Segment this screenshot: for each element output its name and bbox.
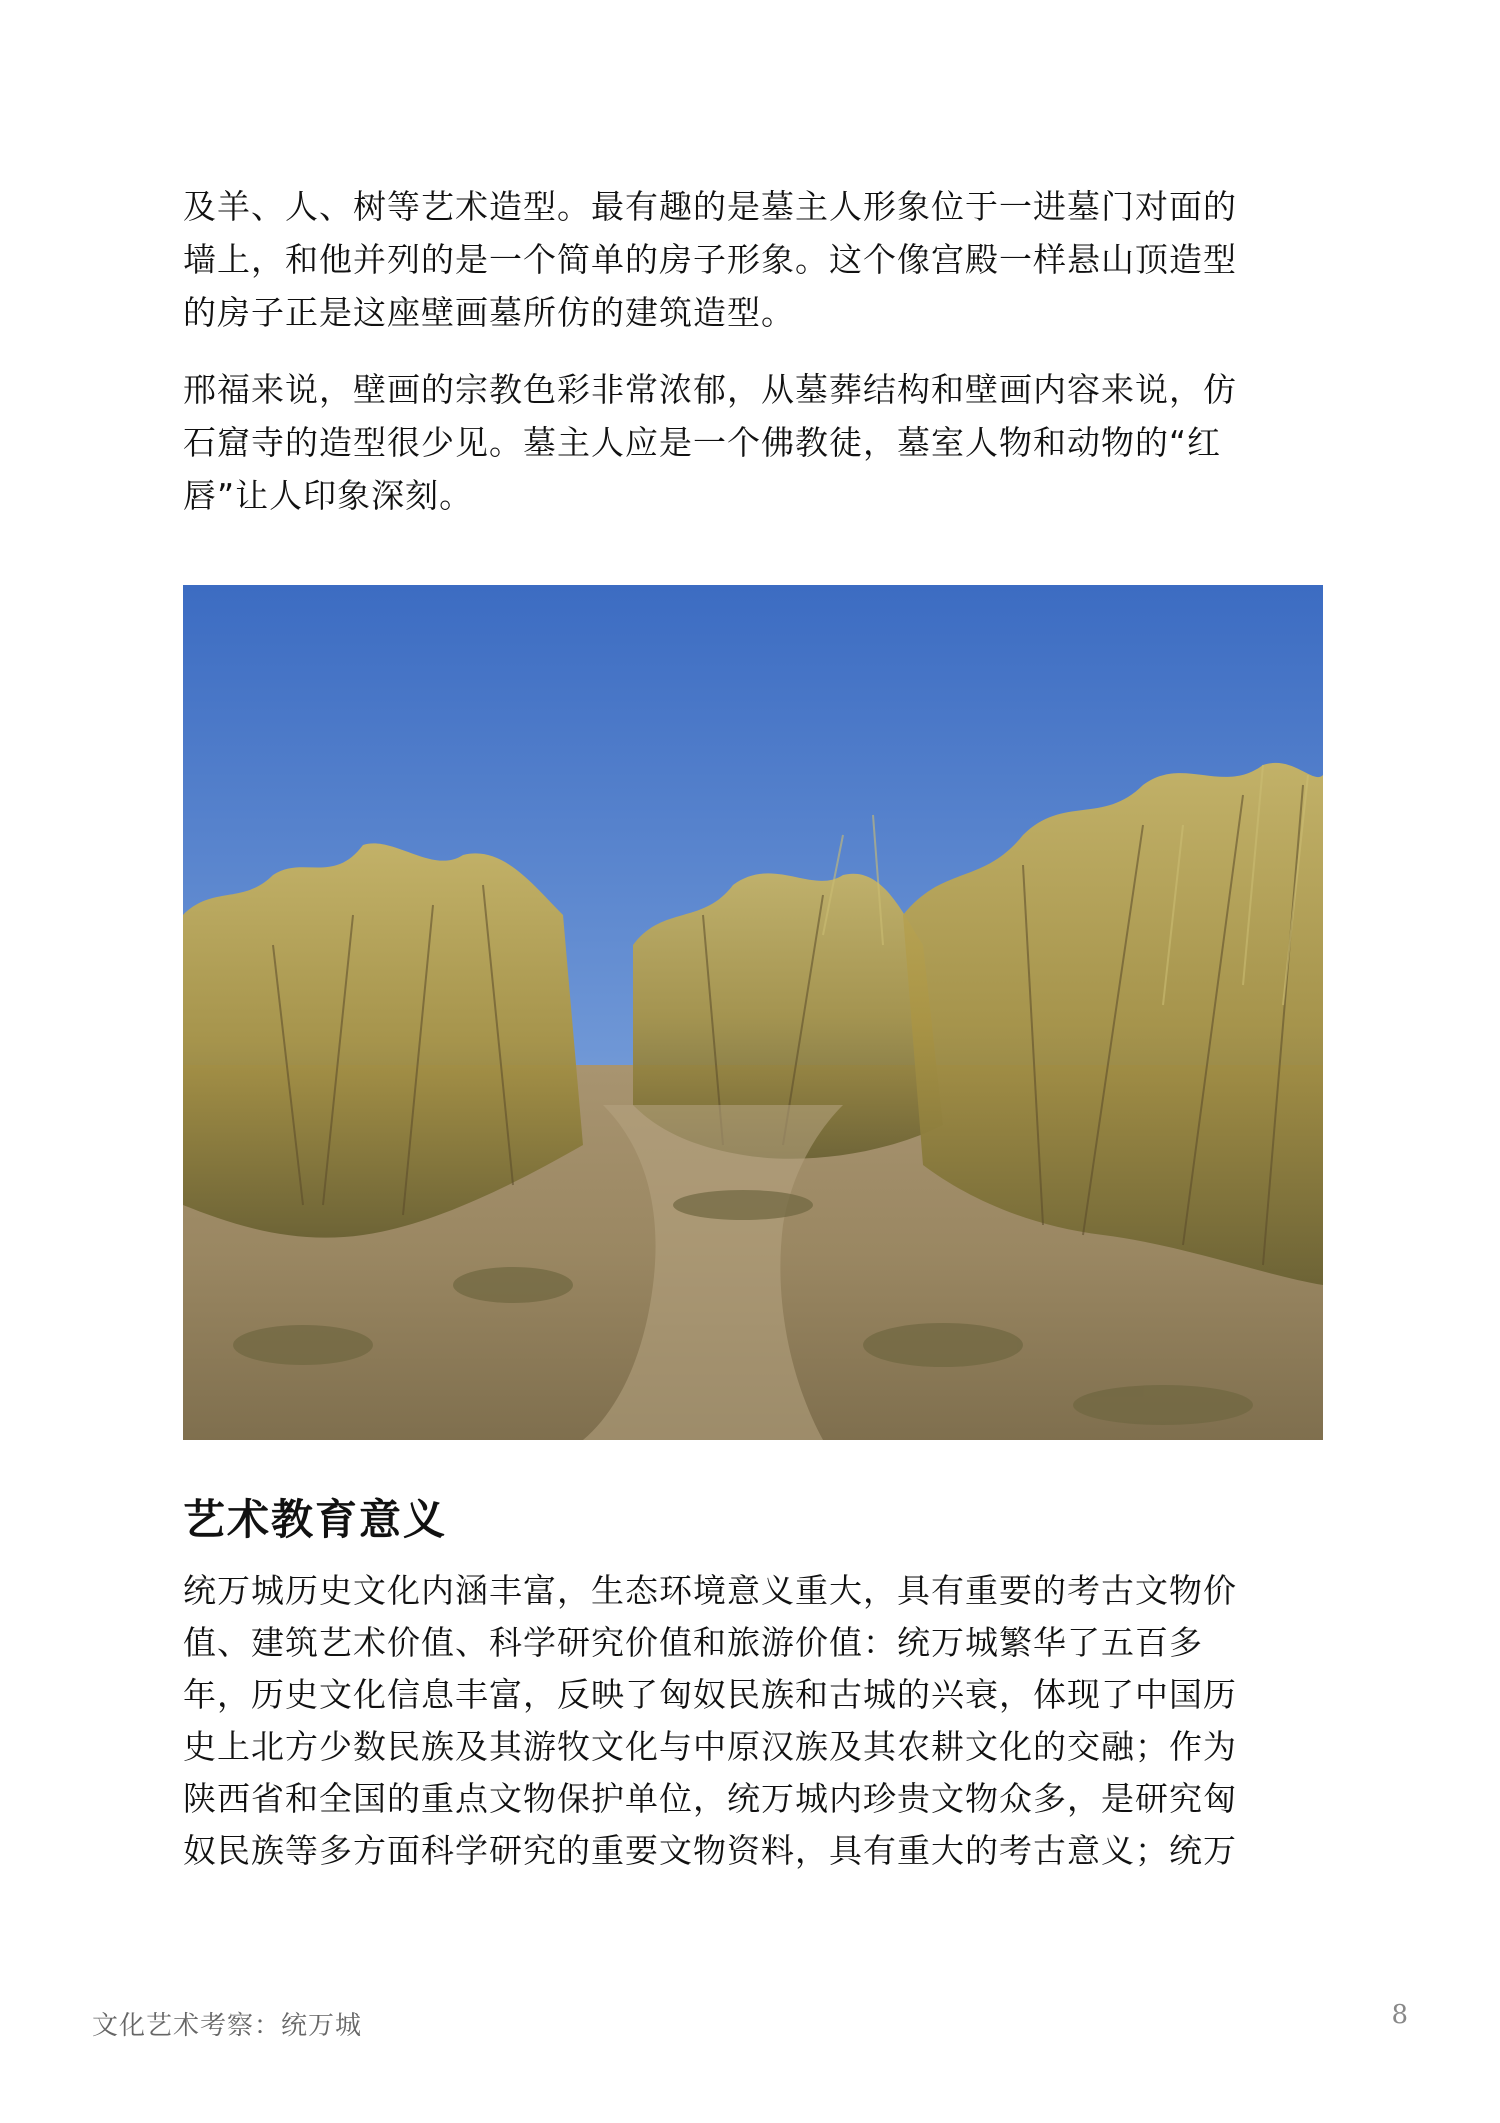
paragraph-1: 及羊、人、树等艺术造型。最有趣的是墓主人形象位于一进墓门对面的 墙上，和他并列的是一个简单的房子形象。这个像宫殿一样悬山顶造型 的房子正是这座壁画墓所仿的建筑造型。 xyxy=(183,187,1237,332)
landscape-photo xyxy=(183,585,1323,1440)
footer-title: 文化艺术考察：统万城 xyxy=(92,2011,363,2041)
page-number: 8 xyxy=(1391,2000,1408,2030)
section-body: 统万城历史文化内涵丰富，生态环境意义重大，具有重要的考古文物价 值、建筑艺术价值、科学研究价值和旅游价值：统万城繁华了五百多 年，历史文化信息丰富，反映了匈奴民族和古城的兴衰，体现了中国历 史上北方少数民族及其游牧文化与中原汉族及其农耕文化的交融；作为 陕西省和全国的重点文物保护单位，统万城内珍贵文物众多，是研究匈 奴民族等多方面科学研究的重要文物资料，具有重大的考古意义；统万 xyxy=(183,1571,1237,1870)
paragraph-2: 邢福来说，壁画的宗教色彩非常浓郁，从墓葬结构和壁画内容来说，仿 石窟寺的造型很少见。墓主人应是一个佛教徒，墓室人物和动物的“红 唇”让人印象深刻。 xyxy=(183,370,1237,515)
section-heading: 艺术教育意义 xyxy=(183,1495,448,1544)
article-body xyxy=(183,180,1323,522)
shrubland-illustration xyxy=(183,585,1323,1440)
